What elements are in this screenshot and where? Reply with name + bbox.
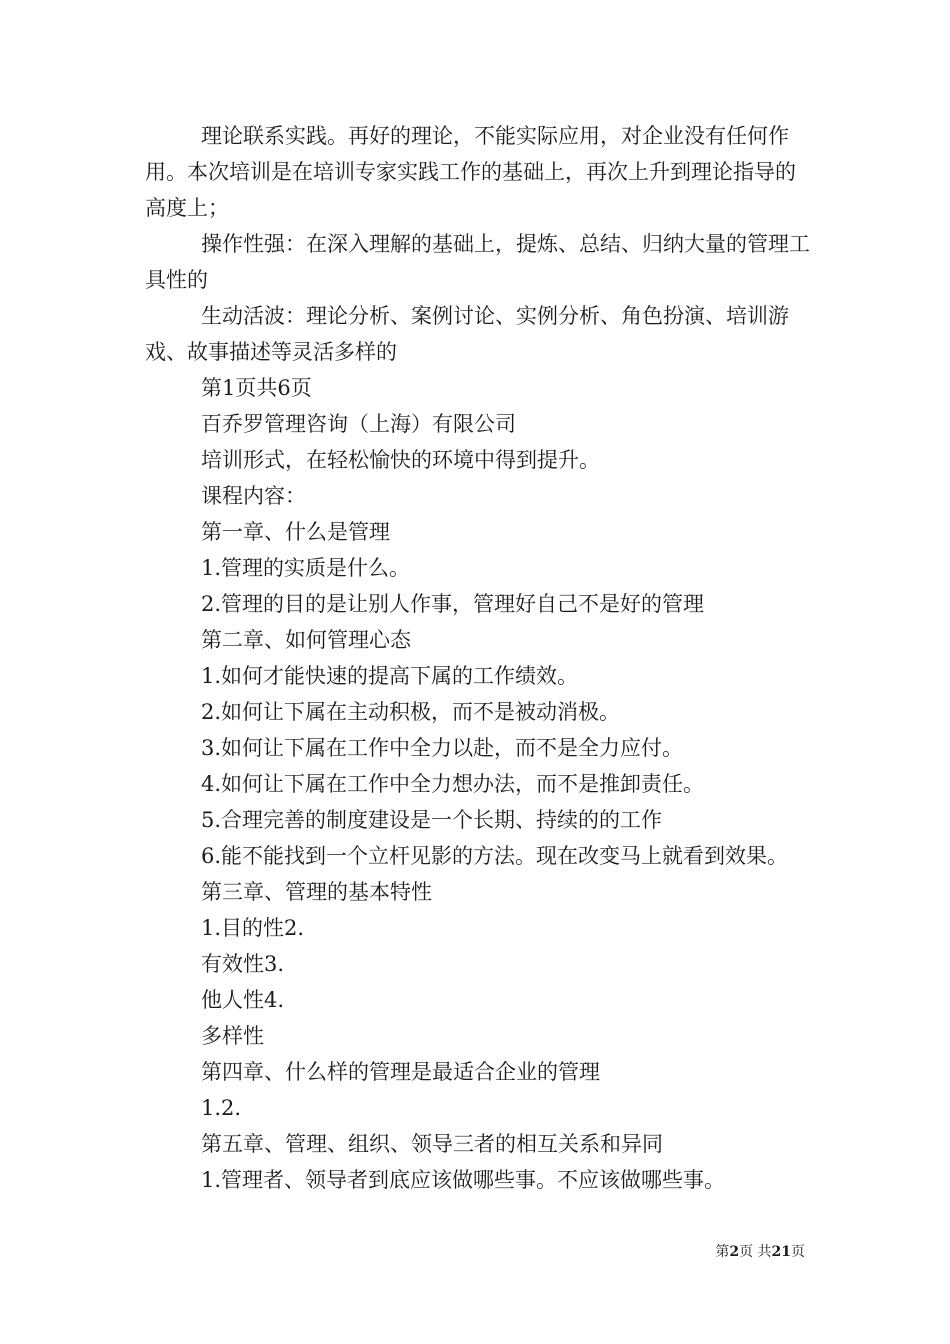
- list-item: 3.如何让下属在工作中全力以赴，而不是全力应付。: [201, 736, 684, 760]
- list-item: 有效性3.: [201, 952, 285, 976]
- list-item: 1.2.: [201, 1096, 242, 1120]
- text-line: 培训形式，在轻松愉快的环境中得到提升。: [201, 448, 600, 472]
- list-item: 6.能不能找到一个立杆见影的方法。现在改变马上就看到效果。: [201, 844, 789, 868]
- section-heading-course-content: 课程内容：: [201, 484, 306, 508]
- chapter-heading-5: 第五章、管理、组织、领导三者的相互关系和异同: [201, 1132, 663, 1156]
- list-item: 5.合理完善的制度建设是一个长期、持续的的工作: [201, 808, 663, 832]
- list-item: 4.如何让下属在工作中全力想办法，而不是推卸责任。: [201, 772, 705, 796]
- company-name: 百乔罗管理咨询（上海）有限公司: [201, 412, 516, 436]
- footer-page-number: 2: [729, 1244, 740, 1260]
- chapter-heading-4: 第四章、什么样的管理是最适合企业的管理: [201, 1060, 600, 1084]
- inline-page-number: 第1页共6页: [201, 376, 312, 400]
- list-item: 多样性: [201, 1024, 264, 1048]
- paragraph-operability: 操作性强：在深入理解的基础上，提炼、总结、归纳大量的管理工具性的: [145, 232, 810, 292]
- footer-suffix: 页: [791, 1244, 805, 1260]
- paragraph-theory-practice: 理论联系实践。再好的理论，不能实际应用，对企业没有任何作用。本次培训是在培训专家实践工作的基础上，再次上升到理论指导的高度上；: [145, 124, 796, 220]
- list-item: 2.管理的目的是让别人作事，管理好自己不是好的管理: [201, 592, 705, 616]
- list-item: 1.管理者、领导者到底应该做哪些事。不应该做哪些事。: [201, 1168, 726, 1192]
- document-body: [145, 118, 815, 1198]
- list-item: 1.管理的实质是什么。: [201, 556, 411, 580]
- footer-total-pages: 21: [771, 1244, 791, 1260]
- page-footer: [715, 1243, 805, 1261]
- list-item: 1.如何才能快速的提高下属的工作绩效。: [201, 664, 579, 688]
- footer-prefix: 第: [715, 1244, 730, 1260]
- list-item: 1.目的性2.: [201, 916, 305, 940]
- chapter-heading-2: 第二章、如何管理心态: [201, 628, 411, 652]
- footer-middle: 页 共: [739, 1244, 772, 1260]
- list-item: 2.如何让下属在主动积极，而不是被动消极。: [201, 700, 621, 724]
- list-item: 他人性4.: [201, 988, 285, 1012]
- chapter-heading-3: 第三章、管理的基本特性: [201, 880, 432, 904]
- paragraph-lively: 生动活波：理论分析、案例讨论、实例分析、角色扮演、培训游戏、故事描述等灵活多样的: [145, 304, 789, 364]
- chapter-heading-1: 第一章、什么是管理: [201, 520, 390, 544]
